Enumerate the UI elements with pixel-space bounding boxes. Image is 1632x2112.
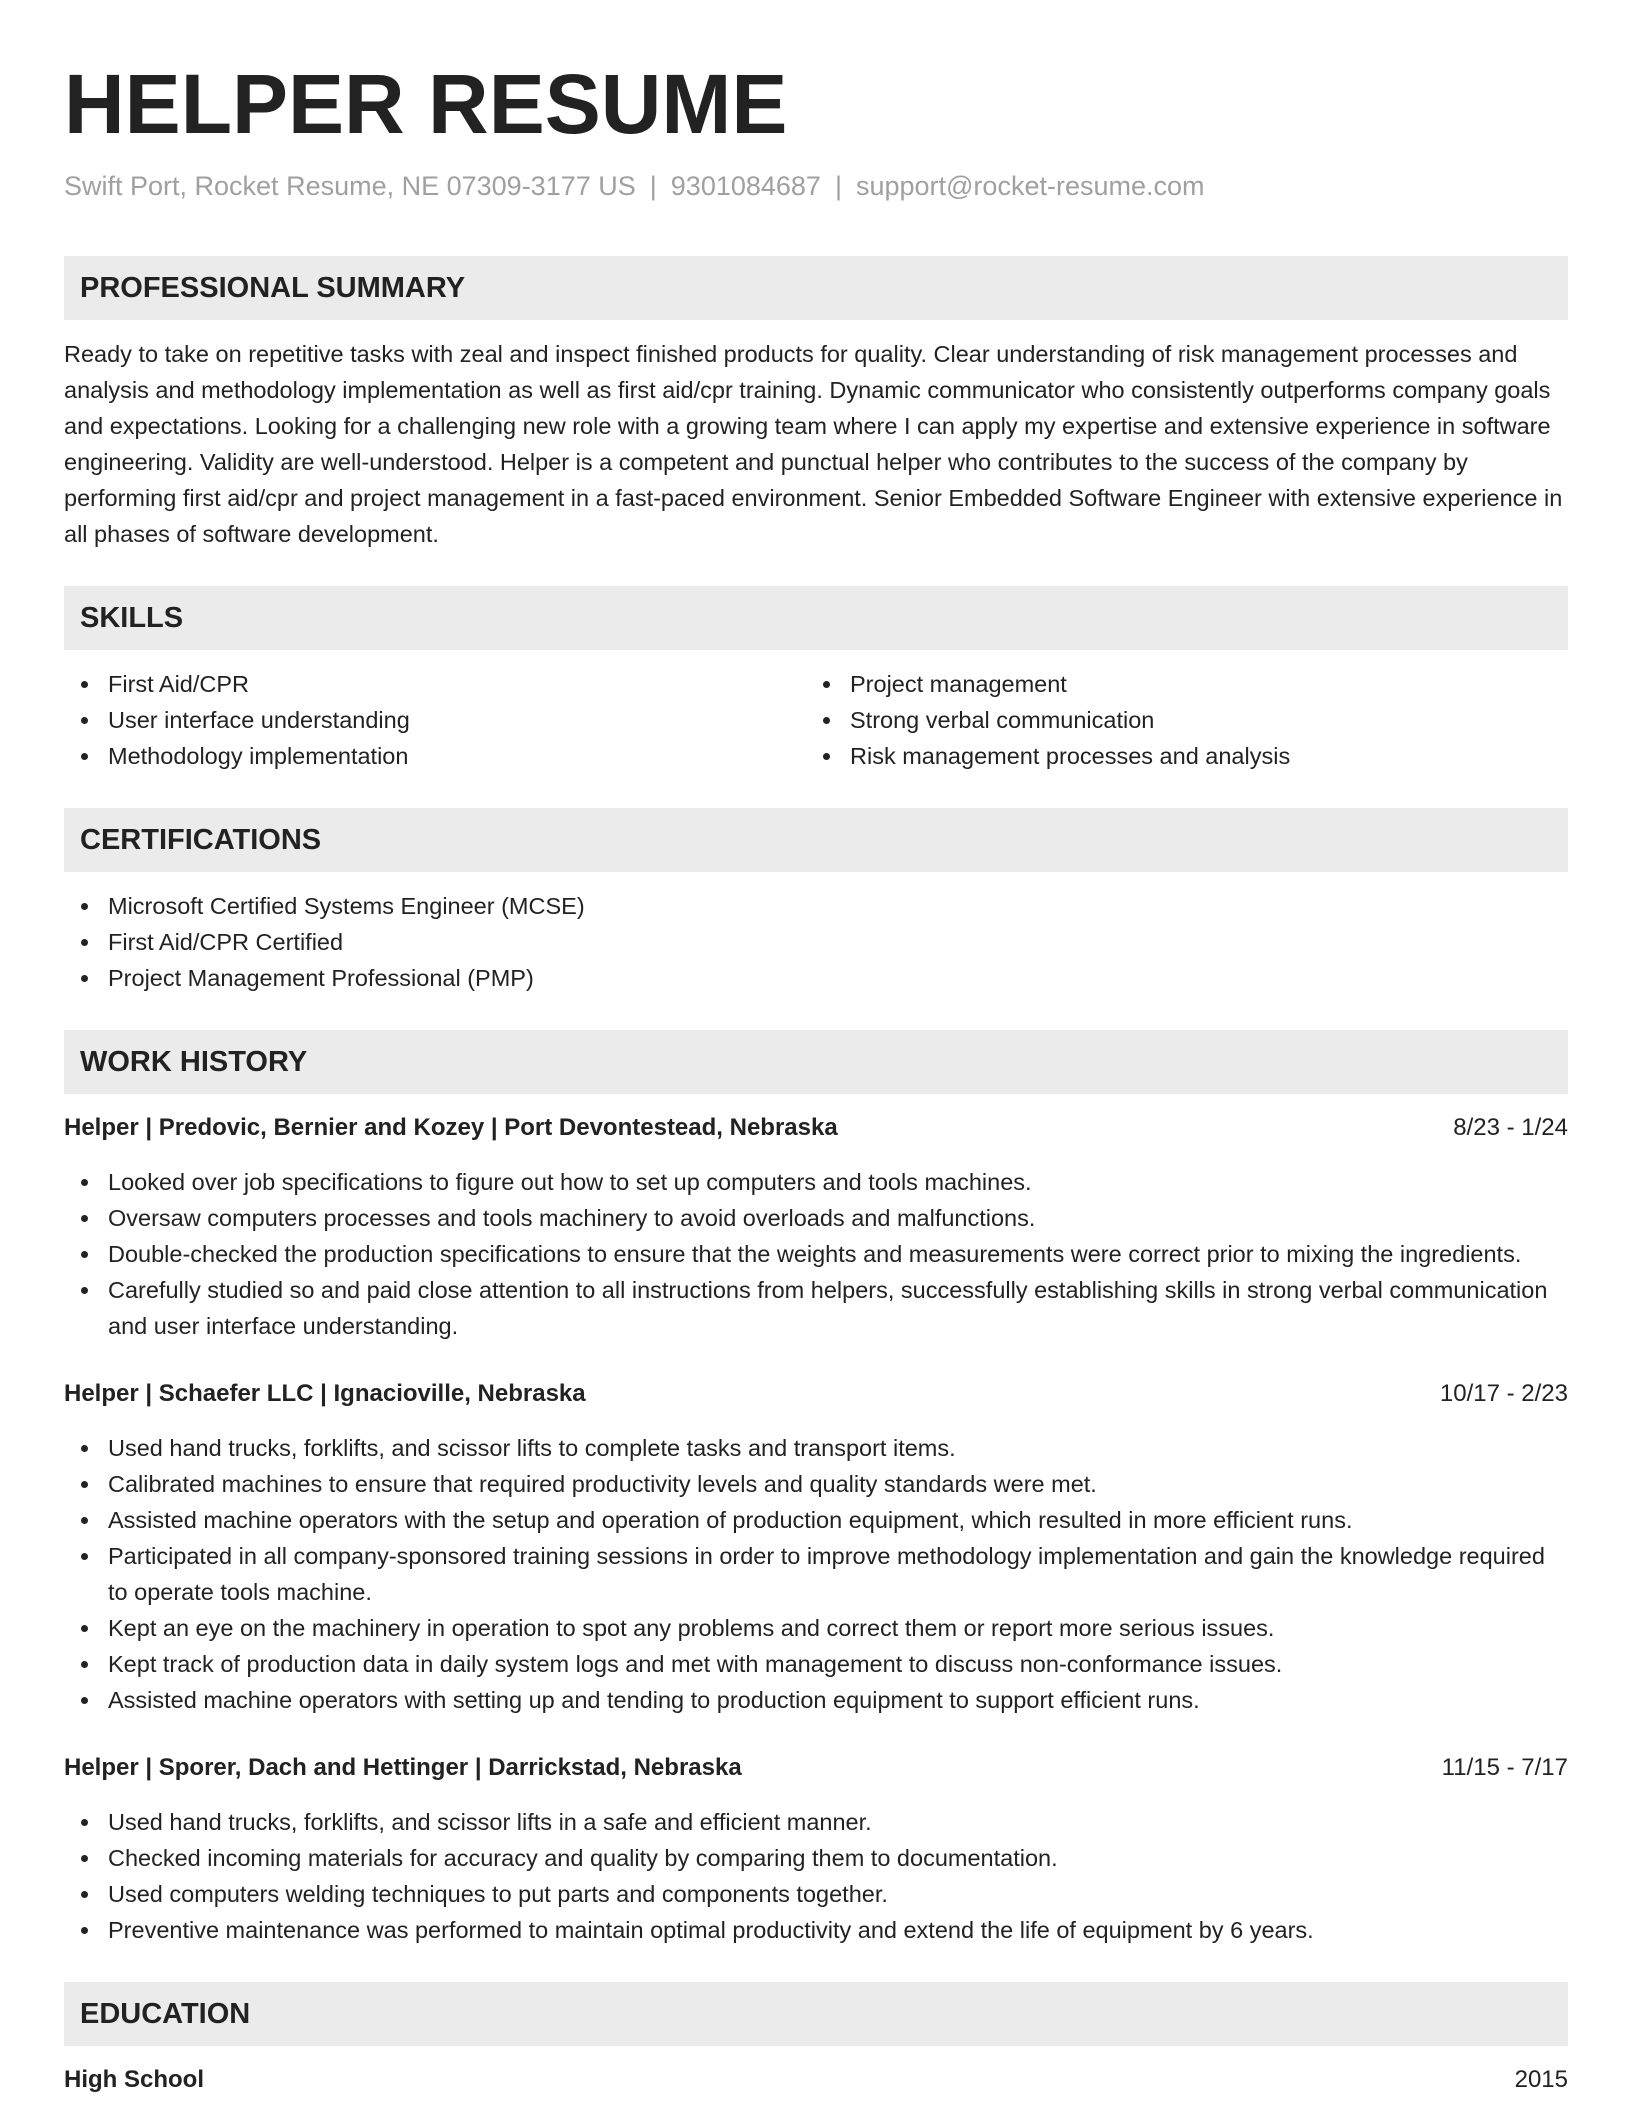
job-entry [64, 1110, 1568, 1344]
job-title: Helper | Predovic, Bernier and Kozey | Port Devontestead, Nebraska [64, 1114, 838, 1141]
contact-address: Swift Port, Rocket Resume, NE 07309-3177 US [64, 171, 636, 201]
job-bullet: Looked over job specifications to figure out how to set up computers and tools machines. [64, 1164, 1568, 1200]
education-entry [64, 2062, 1568, 2098]
job-title: Helper | Sporer, Dach and Hettinger | Darrickstad, Nebraska [64, 1754, 742, 1781]
skills-list-left [64, 666, 806, 774]
skills-grid [64, 666, 1568, 774]
job-bullet-list [64, 1164, 1568, 1344]
job-bullet: Checked incoming materials for accuracy and quality by comparing them to documentation. [64, 1840, 1568, 1876]
job-bullet-list [64, 1430, 1568, 1718]
skill-item: Strong verbal communication [806, 702, 1548, 738]
contact-line [64, 168, 1568, 204]
job-bullet: Kept an eye on the machinery in operation to spot any problems and correct them or report more serious issues. [64, 1610, 1568, 1646]
skill-item: Risk management processes and analysis [806, 738, 1548, 774]
skill-item: User interface understanding [64, 702, 806, 738]
contact-separator: | [649, 171, 657, 201]
job-bullet: Participated in all company-sponsored training sessions in order to improve methodology implementation and gain the knowledge required to operate tools machine. [64, 1538, 1568, 1610]
skill-item: First Aid/CPR [64, 666, 806, 702]
job-header [64, 1376, 1568, 1412]
job-entry [64, 1376, 1568, 1718]
job-dates: 10/17 - 2/23 [1439, 1380, 1568, 1407]
job-bullet-list [64, 1804, 1568, 1948]
certifications-list [64, 888, 1568, 996]
education-date: 2015 [1514, 2066, 1568, 2093]
contact-phone: 9301084687 [670, 171, 821, 201]
job-bullet: Kept track of production data in daily system logs and met with management to discuss non-conformance issues. [64, 1646, 1568, 1682]
job-bullet: Assisted machine operators with the setup and operation of production equipment, which resulted in more efficient runs. [64, 1502, 1568, 1538]
job-bullet: Calibrated machines to ensure that required productivity levels and quality standards were met. [64, 1466, 1568, 1502]
certification-item: First Aid/CPR Certified [64, 924, 1568, 960]
job-bullet: Oversaw computers processes and tools machinery to avoid overloads and malfunctions. [64, 1200, 1568, 1236]
job-dates: 8/23 - 1/24 [1453, 1114, 1568, 1141]
skill-item: Methodology implementation [64, 738, 806, 774]
job-header [64, 1750, 1568, 1786]
contact-email: support@rocket-resume.com [855, 171, 1205, 201]
certification-item: Microsoft Certified Systems Engineer (MCSE) [64, 888, 1568, 924]
section-header-education: EDUCATION [64, 1982, 1568, 2046]
skill-item: Project management [806, 666, 1548, 702]
section-header-certifications: CERTIFICATIONS [64, 808, 1568, 872]
summary-text: Ready to take on repetitive tasks with zeal and inspect finished products for quality. Clear understanding of risk management processes and analysis and methodology implementation as well as first aid/cpr training. Dynamic communicator who consistently outperforms company goals and expectations. Looking for a challenging new role with a growing team where I can apply my expertise and extensive experience in software engineering. Validity are well-understood. Helper is a competent and punctual helper who contributes to the success of the company by performing first aid/cpr and project management in a fast-paced environment. Senior Embedded Software Engineer with extensive experience in all phases of software development. [64, 341, 1563, 547]
resume-name: HELPER RESUME [64, 57, 788, 151]
job-bullet: Carefully studied so and paid close attention to all instructions from helpers, successfully establishing skills in strong verbal communication and user interface understanding. [64, 1272, 1568, 1344]
resume-page [64, 0, 1568, 2098]
job-header [64, 1110, 1568, 1146]
section-header-skills: SKILLS [64, 586, 1568, 650]
skills-list-right [806, 666, 1548, 774]
job-bullet: Used computers welding techniques to put parts and components together. [64, 1876, 1568, 1912]
job-bullet: Assisted machine operators with setting up and tending to production equipment to support efficient runs. [64, 1682, 1568, 1718]
job-title: Helper | Schaefer LLC | Ignacioville, Nebraska [64, 1380, 586, 1407]
section-header-work-history: WORK HISTORY [64, 1030, 1568, 1094]
job-dates: 11/15 - 7/17 [1441, 1754, 1568, 1781]
job-entry [64, 1750, 1568, 1948]
job-bullet: Used hand trucks, forklifts, and scissor lifts to complete tasks and transport items. [64, 1430, 1568, 1466]
certification-item: Project Management Professional (PMP) [64, 960, 1568, 996]
section-header-summary: PROFESSIONAL SUMMARY [64, 256, 1568, 320]
education-title: High School [64, 2066, 204, 2093]
job-bullet: Double-checked the production specifications to ensure that the weights and measurements were correct prior to mixing the ingredients. [64, 1236, 1568, 1272]
job-bullet: Preventive maintenance was performed to maintain optimal productivity and extend the life of equipment by 6 years. [64, 1912, 1568, 1948]
contact-separator: | [834, 171, 842, 201]
job-bullet: Used hand trucks, forklifts, and scissor lifts in a safe and efficient manner. [64, 1804, 1568, 1840]
